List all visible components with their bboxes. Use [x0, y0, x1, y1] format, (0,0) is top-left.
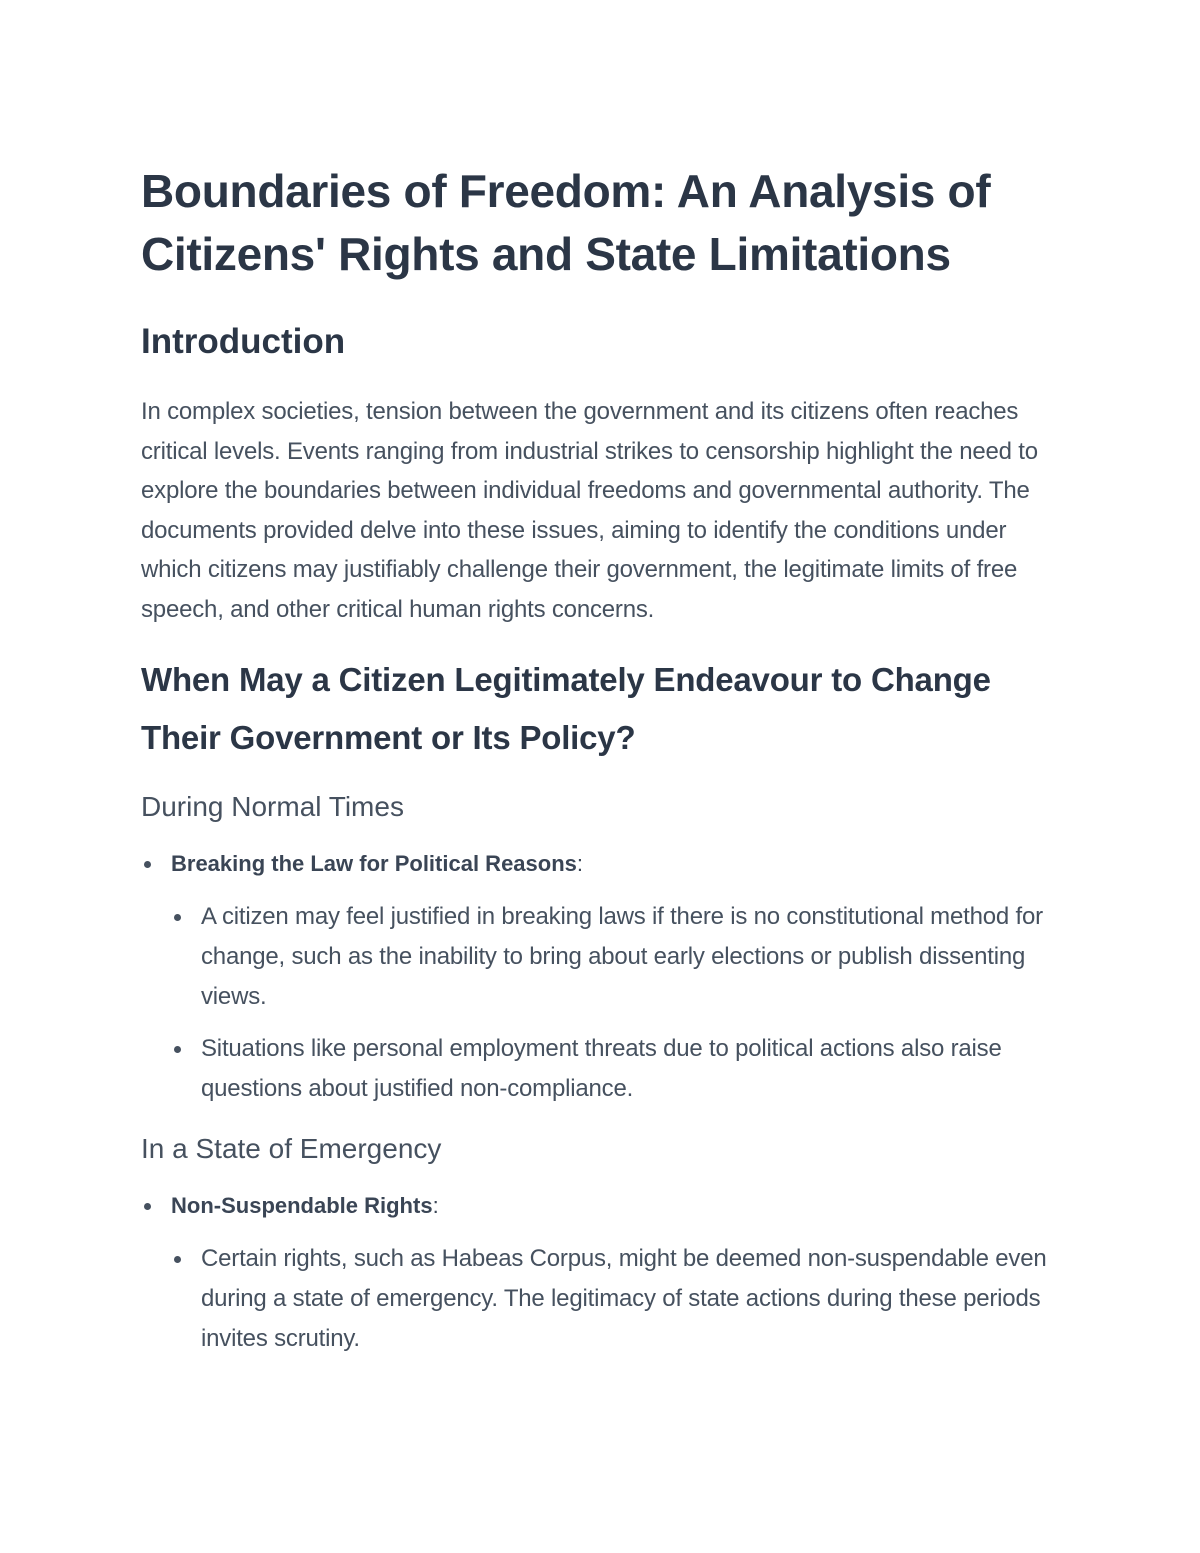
normal-times-list [141, 847, 1061, 1109]
emergency-heading: In a State of Emergency [141, 1133, 442, 1164]
list-item-label: Non-Suspendable Rights [171, 1193, 433, 1218]
document-page [141, 160, 1061, 1359]
list-item [141, 1189, 1061, 1359]
introduction-heading: Introduction [141, 322, 346, 361]
bullet-icon [144, 1203, 151, 1210]
list-item-text: Certain rights, such as Habeas Corpus, might be deemed non-suspendable even during a state of emergency. The legitimacy of state actions during these periods invites scrutiny. [201, 1245, 1047, 1352]
list-item [171, 897, 1061, 1017]
list-item-text: A citizen may feel justified in breaking laws if there is no constitutional method for change, such as the inability to bring about early elections or publish dissenting views. [201, 903, 1043, 1010]
section-heading: When May a Citizen Legitimately Endeavour to Change Their Government or Its Policy? [141, 661, 991, 756]
list-item [171, 1239, 1061, 1359]
list-item-colon: : [432, 1193, 439, 1218]
bullet-icon [144, 861, 151, 868]
normal-times-heading: During Normal Times [141, 791, 404, 822]
list-item-colon: : [576, 851, 584, 876]
list-item-text: Situations like personal employment threats due to political actions also raise questions about justified non-compliance. [201, 1035, 1002, 1102]
bullet-icon [174, 1046, 181, 1053]
document-title: Boundaries of Freedom: An Analysis of Citizens' Rights and State Limitations [141, 165, 991, 280]
list-item [171, 1029, 1061, 1109]
bullet-icon [174, 1256, 181, 1263]
normal-times-sublist [171, 897, 1061, 1109]
bullet-icon [174, 914, 181, 921]
list-item-label: Breaking the Law for Political Reasons [171, 851, 577, 876]
emergency-list [141, 1189, 1061, 1359]
introduction-paragraph: In complex societies, tension between the government and its citizens often reaches critical levels. Events ranging from industrial strikes to censorship highlight the need to explore the boundaries between individual freedoms and governmental authority. The documents provided delve into these issues, aiming to identify the conditions under which citizens may justifiably challenge their government, the legitimate limits of free speech, and other critical human rights concerns. [141, 398, 1038, 623]
list-item [141, 847, 1061, 1109]
emergency-sublist [171, 1239, 1061, 1359]
